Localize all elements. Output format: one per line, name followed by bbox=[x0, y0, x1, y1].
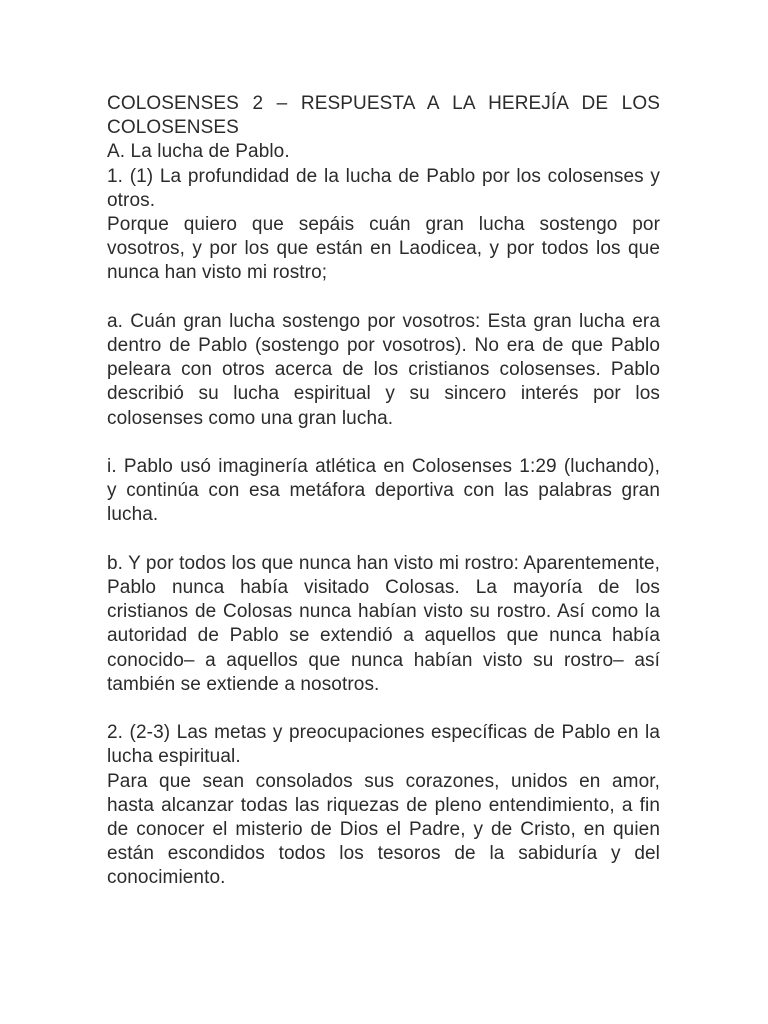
paragraph-gap bbox=[107, 697, 660, 721]
point-2-heading: 2. (2-3) Las metas y preocupaciones específicas de Pablo en la lucha espiritual. bbox=[107, 722, 660, 768]
document-page bbox=[107, 92, 660, 891]
verse-1: Porque quiero que sepáis cuán gran lucha sostengo por vosotros, y por los que están en Laodicea, y por todos los que nunca han visto mi rostro; bbox=[107, 214, 660, 284]
paragraph-gap bbox=[107, 286, 660, 310]
verse-2: Para que sean consolados sus corazones, unidos en amor, hasta alcanzar todas las riquezas de pleno entendimiento, a fin de conocer el misterio de Dios el Padre, y de Cristo, en quien están escondidos todos los tesoros de la sabiduría y del conocimiento. bbox=[107, 770, 660, 889]
point-b-paragraph: b. Y por todos los que nunca han visto mi rostro: Aparentemente, Pablo nunca había visitado Colosas. La mayoría de los cristianos de Colosas nunca habían visto su rostro. Así como la autoridad de Pablo se extendió a aquellos que nunca había conocido– a aquellos que nunca habían visto su rostro– así también se extiende a nosotros. bbox=[107, 552, 660, 695]
section-a-heading: A. La lucha de Pablo. bbox=[107, 141, 290, 163]
point-1-heading: 1. (1) La profundidad de la lucha de Pablo por los colosenses y otros. bbox=[107, 165, 660, 211]
paragraph-gap bbox=[107, 431, 660, 455]
document-title: COLOSENSES 2 – RESPUESTA A LA HEREJÍA DE LOS COLOSENSES bbox=[107, 93, 660, 139]
point-a-i-paragraph: i. Pablo usó imaginería atlética en Colosenses 1:29 (luchando), y continúa con esa metáfora deportiva con las palabras gran lucha. bbox=[107, 456, 660, 526]
point-a-paragraph: a. Cuán gran lucha sostengo por vosotros: Esta gran lucha era dentro de Pablo (sostengo por vosotros). No era de que Pablo peleara con otros acerca de los cristianos colosenses. Pablo describió su lucha espiritual y su sincero interés por los colosenses como una gran lucha. bbox=[107, 310, 660, 429]
paragraph-gap bbox=[107, 528, 660, 552]
